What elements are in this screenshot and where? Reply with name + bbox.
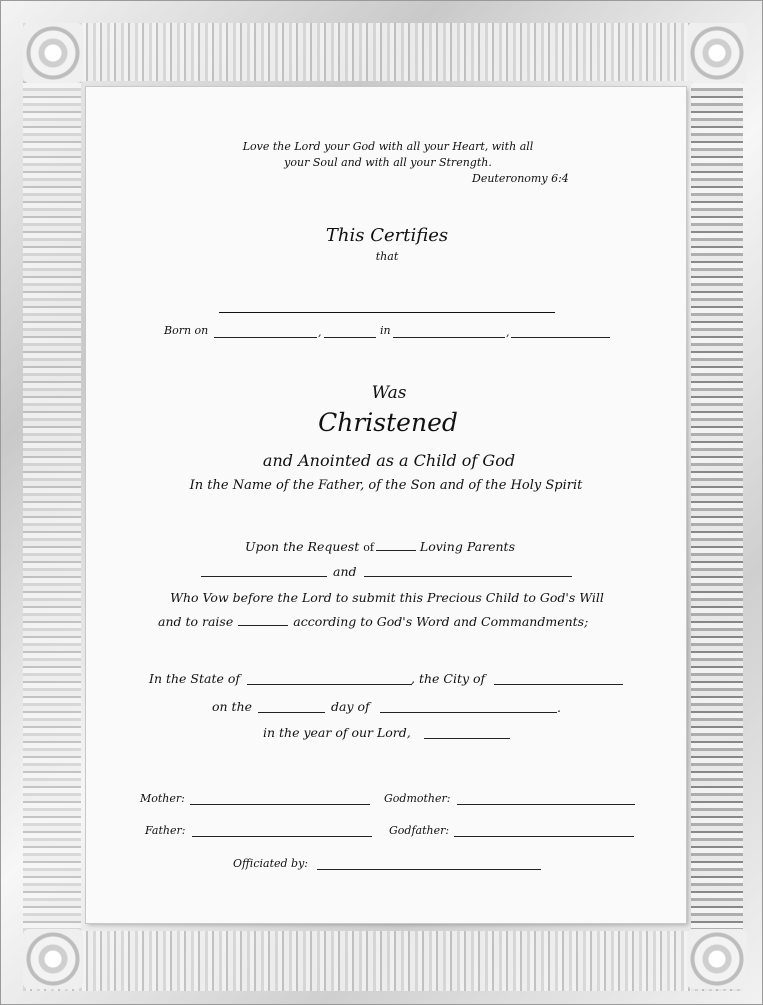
parent2-line: [364, 576, 572, 577]
anointed-line: and Anointed as a Child of God: [262, 451, 516, 470]
godmother-signature-line: [457, 804, 635, 805]
day-of-label: day of: [331, 699, 370, 714]
commandments-text: according to God's Word and Commandments;: [293, 614, 589, 629]
frame-corner-ornament: [687, 23, 747, 83]
father-label: Father:: [145, 824, 186, 837]
christened-title: Christened: [318, 408, 458, 437]
godfather-signature-line: [454, 836, 634, 837]
child-name-line: [219, 312, 555, 313]
verse-line: Love the Lord your God with all your Heart, with all: [242, 140, 534, 153]
request-line: [245, 538, 515, 554]
request-text: Upon the Request: [245, 539, 360, 554]
birth-year-line: [324, 337, 376, 338]
holy-name-line: In the Name of the Father, of the Son and of the Holy Spirit: [189, 478, 583, 493]
born-on-label: Born on: [164, 324, 209, 337]
city-label: , the City of: [411, 671, 486, 686]
and-label: and: [333, 564, 357, 579]
frame-corner-ornament: [687, 929, 747, 989]
officiated-label: Officiated by:: [233, 857, 308, 870]
year-line: [424, 738, 510, 739]
mother-label: Mother:: [140, 792, 185, 805]
verse-reference: Deuteronomy 6:4: [472, 172, 569, 185]
godmother-label: Godmother:: [384, 792, 451, 805]
frame-border-left: [23, 23, 81, 991]
day-line: [258, 712, 325, 713]
on-the-label: on the: [212, 699, 253, 714]
father-signature-line: [192, 836, 372, 837]
parents-count-line: [376, 538, 416, 551]
parent1-line: [201, 576, 327, 577]
loving-parents-text: Loving Parents: [419, 539, 515, 554]
vow-line: Who Vow before the Lord to submit this Precious Child to God's Will: [170, 590, 604, 605]
raise-blank-line: [238, 613, 288, 626]
birth-state-line: [511, 337, 610, 338]
comma: ,: [506, 326, 510, 339]
year-label: in the year of our Lord,: [263, 725, 411, 740]
state-label: In the State of: [149, 671, 240, 686]
frame-corner-ornament: [23, 929, 83, 989]
godfather-label: Godfather:: [389, 824, 450, 837]
period: .: [557, 700, 561, 715]
raise-line: [158, 613, 588, 629]
certifies-heading: This Certifies: [325, 225, 449, 246]
of-text: of: [363, 541, 374, 554]
birth-city-line: [393, 337, 505, 338]
frame-border-bottom: [23, 931, 743, 991]
frame-border-top: [23, 23, 743, 81]
frame-corner-ornament: [23, 23, 83, 83]
city-line: [494, 684, 623, 685]
verse-line: your Soul and with all your Strength.: [284, 156, 492, 169]
state-line: [247, 684, 412, 685]
was-label: Was: [371, 383, 407, 403]
in-label: in: [380, 324, 391, 337]
officiant-signature-line: [317, 869, 541, 870]
raise-text: and to raise: [158, 614, 234, 629]
comma: ,: [318, 326, 322, 339]
frame-border-right: [691, 23, 743, 991]
mother-signature-line: [190, 804, 370, 805]
birth-date-line: [214, 337, 317, 338]
that-label: that: [375, 250, 399, 263]
month-line: [380, 712, 557, 713]
